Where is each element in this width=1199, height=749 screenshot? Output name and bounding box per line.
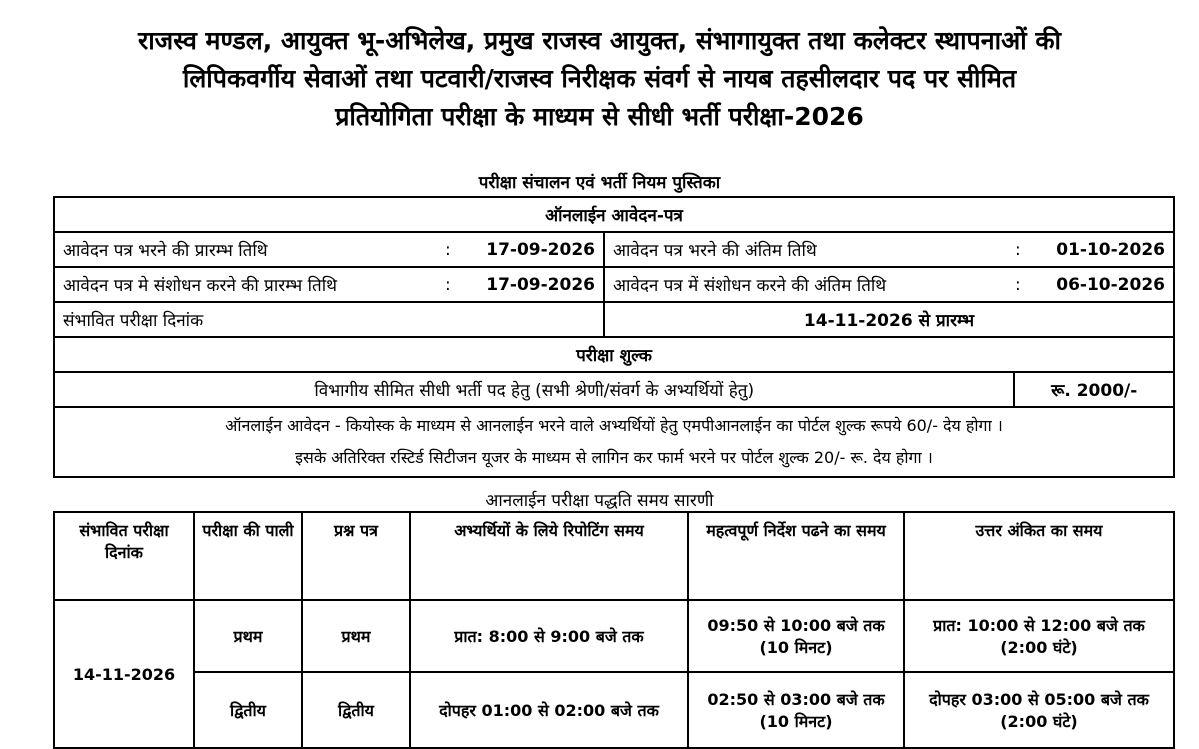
reporting-cell: दोपहर 01:00 से 02:00 बजे तक [410, 672, 688, 748]
fee-amount: रू. 2000/- [1014, 372, 1174, 407]
shift-cell: प्रथम [194, 600, 302, 672]
col-reporting-time: अभ्यर्थियों के लिये रिपोटिंग समय [410, 512, 688, 600]
start-date-value: 17-09-2026 [486, 239, 595, 260]
col-answer-time: उत्तर अंकित का समय [904, 512, 1174, 600]
table-row [54, 672, 1174, 748]
portal-fee-note-1: ऑनलाईन आवेदन - कियोस्क के माध्यम से आनलाईन भरने वाले अभ्यर्थियों हेतु एमपीआनलाईन का पोर्टल शुल्क रूपये 60/- देय होगा । [225, 416, 1003, 435]
last-date-value: 01-10-2026 [1056, 239, 1165, 260]
col-exam-date: संभावित परीक्षा दिनांक [54, 512, 194, 600]
document-title [0, 22, 1199, 136]
col-shift: परीक्षा की पाली [194, 512, 302, 600]
reporting-cell: प्रात: 8:00 से 9:00 बजे तक [410, 600, 688, 672]
title-line-2: लिपिकवर्गीय सेवाओं तथा पटवारी/राजस्व निरीक्षक संवर्ग से नायब तहसीलदार पद पर सीमित [182, 64, 1017, 93]
instructions-cell: 09:50 से 10:00 बजे तक (10 मिनट) [688, 600, 904, 672]
answer-time-cell: दोपहर 03:00 से 05:00 बजे तक (2:00 घंटे) [904, 672, 1174, 748]
correction-last-value: 06-10-2026 [1056, 274, 1165, 295]
portal-fee-note-2: इसके अतिरिक्त रस्टिर्ड सिटीजन यूजर के माध्यम से लागिन कर फार्म भरने पर पोर्टल शुल्क 20/- रू. देय होगा । [295, 448, 933, 467]
col-instructions-time: महत्वपूर्ण निर्देश पढने का समय [688, 512, 904, 600]
instructions-cell: 02:50 से 03:00 बजे तक (10 मिनट) [688, 672, 904, 748]
exam-date-value: 14-11-2026 से प्रारम्भ [604, 302, 1174, 337]
correction-last-label: आवेदन पत्र में संशोधन करने की अंतिम तिथि [613, 276, 887, 296]
booklet-heading: परीक्षा संचालन एवं भर्ती नियम पुस्तिका [478, 173, 721, 193]
exam-date-label: संभावित परीक्षा दिनांक [54, 302, 604, 337]
last-date-label: आवेदन पत्र भरने की अंतिम तिथि [613, 241, 817, 261]
schedule-header-row [54, 512, 1174, 600]
title-line-1: राजस्व मण्डल, आयुक्त भू-अभिलेख, प्रमुख राजस्व आयुक्त, संभागायुक्त तथा कलेक्टर स्थापनाओं की [137, 26, 1062, 55]
fee-category-label: विभागीय सीमित सीधी भर्ती पद हेतु (सभी श्रेणी/संवर्ग के अभ्यर्थियों हेतु) [54, 372, 1014, 407]
col-paper: प्रश्न पत्र [302, 512, 410, 600]
shift-cell: द्वितीय [194, 672, 302, 748]
answer-time-cell: प्रात: 10:00 से 12:00 बजे तक (2:00 घंटे) [904, 600, 1174, 672]
online-form-heading: ऑनलाईन आवेदन-पत्र [54, 197, 1174, 232]
paper-cell: द्वितीय [302, 672, 410, 748]
schedule-date: 14-11-2026 [54, 600, 194, 748]
schedule-table [53, 511, 1175, 749]
online-form-table: ऑनलाईन आवेदन-पत्र आवेदन पत्र भरने की प्रारम्भ तिथि : 17-09-2026 आवेदन पत्र भरने की अंतिम तिथि : 01-10-2026 आवेदन पत्र मे संशोधन करने की प्रारम्भ तिथि : 17-09-2026 आवेदन पत्र में संशोधन करने की अंतिम तिथि : 06-10-2026 संभावित परीक्षा दिनांक 14-11-2026 से प्रारम्भ परीक्षा शुल्क विभागीय सीमित सीधी भर्ती पद हेतु (सभी श्रेणी/संवर्ग के अभ्यर्थियों हेतु) रू. 2000/- ऑनलाईन आवेदन - कियोस्क के माध्यम से आनलाईन भरने वाले अभ्यर्थियों हेतु एमपीआनलाईन का पोर्टल शुल्क रूपये 60/- देय होगा । इसके अतिरिक्त रस्टिर्ड सिटीजन यूजर के माध्यम से लागिन कर फार्म भरने पर पोर्टल शुल्क 20/- रू. देय होगा । [53, 196, 1175, 478]
schedule-heading: आनलाईन परीक्षा पद्धति समय सारणी [485, 491, 714, 511]
start-date-label: आवेदन पत्र भरने की प्रारम्भ तिथि [63, 241, 268, 261]
portal-fee-notes [54, 407, 1174, 477]
table-row [54, 600, 1174, 672]
correction-start-label: आवेदन पत्र मे संशोधन करने की प्रारम्भ तिथि [63, 276, 338, 296]
title-line-3: प्रतियोगिता परीक्षा के माध्यम से सीधी भर्ती परीक्षा-2026 [335, 102, 864, 131]
paper-cell: प्रथम [302, 600, 410, 672]
correction-start-value: 17-09-2026 [486, 274, 595, 295]
fee-heading: परीक्षा शुल्क [54, 337, 1174, 372]
